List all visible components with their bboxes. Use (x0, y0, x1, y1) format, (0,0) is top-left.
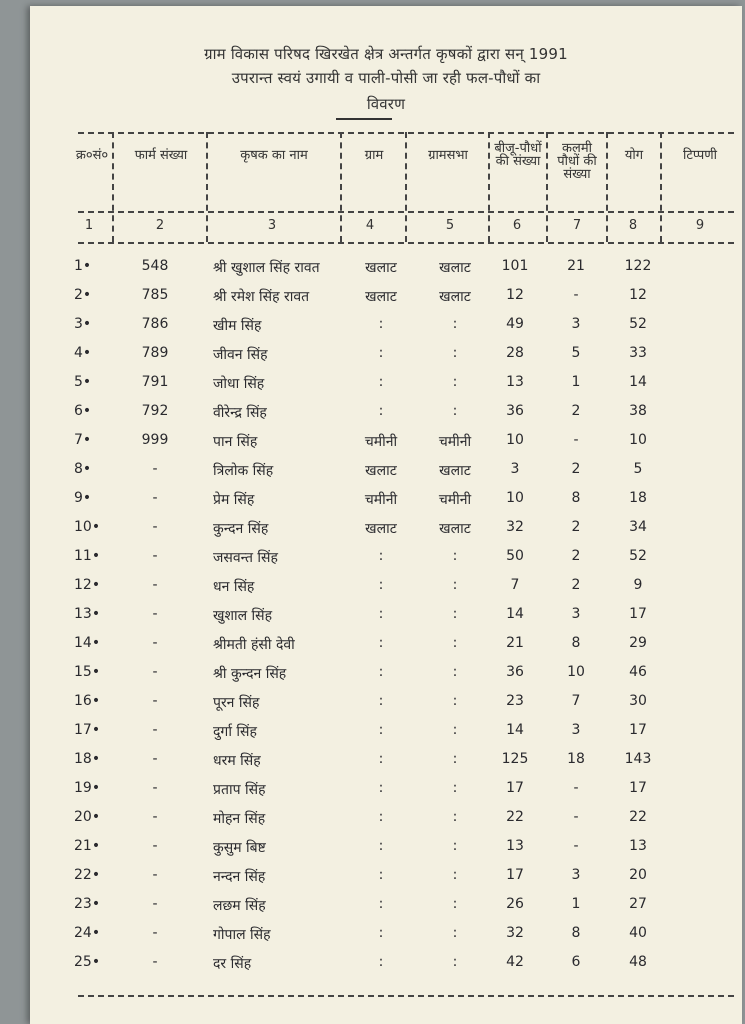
farmer-name-cell: वीरेन्द्र सिंह (213, 405, 267, 421)
header-form-number: फार्म संख्या (134, 148, 188, 163)
farmer-name-cell: गोपाल सिंह (213, 927, 271, 943)
total-cell: 10 (629, 432, 647, 448)
farmer-name-cell: प्रेम सिंह (213, 492, 255, 508)
gram-sabha-cell: : (452, 577, 458, 593)
total-cell: 52 (629, 316, 647, 332)
farmer-name-cell: जीवन सिंह (213, 347, 268, 363)
gram-sabha-cell: खलाट (439, 463, 471, 479)
col-divider (488, 132, 490, 242)
table-row (30, 780, 742, 809)
serial-cell: 11• (74, 548, 101, 564)
form-number-cell: 792 (141, 403, 169, 419)
col-divider (206, 132, 208, 242)
table-row (30, 751, 742, 780)
seedling-count-cell: 36 (506, 664, 524, 680)
farmer-name-cell: धरम सिंह (213, 753, 261, 769)
table-row (30, 287, 742, 316)
total-cell: 9 (633, 577, 643, 593)
serial-cell: 24• (74, 925, 101, 941)
col-number: 2 (155, 218, 165, 233)
table-row (30, 374, 742, 403)
village-cell: : (378, 722, 384, 738)
gram-sabha-cell: : (452, 403, 458, 419)
form-number-cell: - (152, 635, 158, 651)
serial-cell: 15• (74, 664, 101, 680)
grafted-count-cell: - (573, 432, 579, 448)
farmer-name-cell: खीम सिंह (213, 318, 262, 334)
farmer-name-cell: प्रताप सिंह (213, 782, 266, 798)
header-gram-sabha: ग्रामसभा (428, 148, 468, 163)
table-row (30, 316, 742, 345)
table-row (30, 432, 742, 461)
serial-cell: 16• (74, 693, 101, 709)
form-number-cell: 548 (141, 258, 169, 274)
seedling-count-cell: 10 (506, 490, 524, 506)
village-cell: खलाट (365, 463, 397, 479)
col-number: 8 (628, 218, 638, 233)
serial-cell: 7• (74, 432, 92, 448)
serial-cell: 21• (74, 838, 101, 854)
table-row (30, 722, 742, 751)
table-row (30, 345, 742, 374)
form-number-cell: - (152, 751, 158, 767)
seedling-count-cell: 14 (506, 722, 524, 738)
header-serial: क्र०सं० (75, 148, 109, 163)
seedling-count-cell: 17 (506, 780, 524, 796)
gram-sabha-cell: : (452, 722, 458, 738)
farmer-name-cell: श्रीमती हंसी देवी (213, 637, 295, 653)
gram-sabha-cell: : (452, 374, 458, 390)
gram-sabha-cell: : (452, 635, 458, 651)
gram-sabha-cell: : (452, 925, 458, 941)
form-number-cell: - (152, 722, 158, 738)
grafted-count-cell: 2 (571, 548, 581, 564)
total-cell: 34 (629, 519, 647, 535)
village-cell: : (378, 635, 384, 651)
form-number-cell: - (152, 925, 158, 941)
farmer-name-cell: श्री कुन्दन सिंह (213, 666, 287, 682)
seedling-count-cell: 50 (506, 548, 524, 564)
farmer-name-cell: कुसुम बिष्ट (213, 840, 266, 856)
serial-cell: 10• (74, 519, 101, 535)
gram-sabha-cell: चमीनी (438, 434, 472, 450)
table-row (30, 577, 742, 606)
farmer-name-cell: धन सिंह (213, 579, 255, 595)
seedling-count-cell: 14 (506, 606, 524, 622)
seedling-count-cell: 7 (510, 577, 520, 593)
gram-sabha-cell: : (452, 780, 458, 796)
village-cell: खलाट (365, 521, 397, 537)
village-cell: : (378, 867, 384, 883)
farmer-name-cell: कुन्दन सिंह (213, 521, 269, 537)
title-line-2: उपरान्त स्वयं उगायी व पाली-पोसी जा रही फल-पौधों का (231, 69, 541, 87)
grafted-count-cell: 7 (571, 693, 581, 709)
form-number-cell: - (152, 490, 158, 506)
table-end-rule (78, 995, 734, 997)
col-number: 9 (695, 218, 705, 233)
grafted-count-cell: 2 (571, 519, 581, 535)
table-row (30, 664, 742, 693)
header-remarks: टिप्पणी (682, 148, 718, 163)
form-number-cell: - (152, 780, 158, 796)
table-row (30, 838, 742, 867)
serial-cell: 5• (74, 374, 92, 390)
form-number-cell: - (152, 838, 158, 854)
serial-cell: 3• (74, 316, 92, 332)
serial-cell: 13• (74, 606, 101, 622)
gram-sabha-cell: : (452, 809, 458, 825)
table-row (30, 519, 742, 548)
form-number-cell: 791 (141, 374, 169, 390)
village-cell: : (378, 954, 384, 970)
total-cell: 48 (629, 954, 647, 970)
form-number-cell: - (152, 809, 158, 825)
village-cell: : (378, 548, 384, 564)
seedling-count-cell: 101 (501, 258, 529, 274)
village-cell: : (378, 780, 384, 796)
village-cell: : (378, 316, 384, 332)
farmer-name-cell: खुशाल सिंह (213, 608, 273, 624)
village-cell: : (378, 345, 384, 361)
form-number-cell: - (152, 867, 158, 883)
seedling-count-cell: 42 (506, 954, 524, 970)
seedling-count-cell: 125 (501, 751, 529, 767)
grafted-count-cell: 5 (571, 345, 581, 361)
gram-sabha-cell: : (452, 548, 458, 564)
farmer-name-cell: दर सिंह (213, 956, 252, 972)
village-cell: : (378, 374, 384, 390)
serial-cell: 23• (74, 896, 101, 912)
gram-sabha-cell: खलाट (439, 289, 471, 305)
grafted-count-cell: - (573, 809, 579, 825)
village-cell: : (378, 693, 384, 709)
grafted-count-cell: 2 (571, 461, 581, 477)
table-row (30, 606, 742, 635)
header-village: ग्राम (364, 148, 384, 163)
table-row (30, 867, 742, 896)
form-number-cell: 999 (141, 432, 169, 448)
serial-cell: 6• (74, 403, 92, 419)
table-row (30, 896, 742, 925)
form-number-cell: - (152, 461, 158, 477)
header-seedling-count: बीजू-पौधों की संख्या (494, 141, 542, 169)
grafted-count-cell: 3 (571, 722, 581, 738)
serial-cell: 18• (74, 751, 101, 767)
col-divider (340, 132, 342, 242)
serial-cell: 9• (74, 490, 92, 506)
total-cell: 38 (629, 403, 647, 419)
gram-sabha-cell: : (452, 838, 458, 854)
total-cell: 17 (629, 780, 647, 796)
col-number: 3 (267, 218, 277, 233)
gram-sabha-cell: : (452, 606, 458, 622)
title-line-3: विवरण (366, 95, 406, 113)
grafted-count-cell: 6 (571, 954, 581, 970)
farmer-name-cell: जसवन्त सिंह (213, 550, 278, 566)
village-cell: चमीनी (364, 434, 398, 450)
seedling-count-cell: 3 (510, 461, 520, 477)
form-number-cell: 789 (141, 345, 169, 361)
form-number-cell: 786 (141, 316, 169, 332)
seedling-count-cell: 10 (506, 432, 524, 448)
farmer-name-cell: जोधा सिंह (213, 376, 265, 392)
grafted-count-cell: 2 (571, 403, 581, 419)
grafted-count-cell: 3 (571, 316, 581, 332)
gram-sabha-cell: : (452, 664, 458, 680)
table-row (30, 925, 742, 954)
grafted-count-cell: 18 (567, 751, 585, 767)
seedling-count-cell: 26 (506, 896, 524, 912)
document-page (30, 6, 742, 1024)
total-cell: 46 (629, 664, 647, 680)
village-cell: खलाट (365, 289, 397, 305)
col-divider (405, 132, 407, 242)
grafted-count-cell: 8 (571, 925, 581, 941)
gram-sabha-cell: : (452, 345, 458, 361)
seedling-count-cell: 13 (506, 838, 524, 854)
gram-sabha-cell: खलाट (439, 260, 471, 276)
gram-sabha-cell: खलाट (439, 521, 471, 537)
grafted-count-cell: 2 (571, 577, 581, 593)
farmer-name-cell: त्रिलोक सिंह (213, 463, 274, 479)
form-number-cell: - (152, 693, 158, 709)
village-cell: : (378, 896, 384, 912)
total-cell: 18 (629, 490, 647, 506)
village-cell: : (378, 577, 384, 593)
farmer-name-cell: श्री खुशाल सिंह रावत (213, 260, 320, 276)
form-number-cell: - (152, 664, 158, 680)
header-farmer-name: कृषक का नाम (240, 148, 308, 163)
col-number: 6 (512, 218, 522, 233)
total-cell: 13 (629, 838, 647, 854)
grafted-count-cell: 8 (571, 490, 581, 506)
total-cell: 52 (629, 548, 647, 564)
total-cell: 29 (629, 635, 647, 651)
village-cell: : (378, 751, 384, 767)
form-number-cell: - (152, 896, 158, 912)
table-row (30, 461, 742, 490)
village-cell: : (378, 925, 384, 941)
col-divider (660, 132, 662, 242)
col-divider (606, 132, 608, 242)
form-number-cell: - (152, 548, 158, 564)
form-number-cell: - (152, 954, 158, 970)
village-cell: : (378, 809, 384, 825)
col-number: 4 (365, 218, 375, 233)
serial-cell: 4• (74, 345, 92, 361)
total-cell: 12 (629, 287, 647, 303)
village-cell: : (378, 403, 384, 419)
serial-cell: 8• (74, 461, 92, 477)
village-cell: : (378, 606, 384, 622)
total-cell: 22 (629, 809, 647, 825)
seedling-count-cell: 28 (506, 345, 524, 361)
seedling-count-cell: 32 (506, 519, 524, 535)
grafted-count-cell: 21 (567, 258, 585, 274)
seedling-count-cell: 17 (506, 867, 524, 883)
gram-sabha-cell: : (452, 751, 458, 767)
grafted-count-cell: - (573, 780, 579, 796)
form-number-cell: - (152, 519, 158, 535)
serial-cell: 1• (74, 258, 92, 274)
seedling-count-cell: 23 (506, 693, 524, 709)
seedling-count-cell: 21 (506, 635, 524, 651)
title-line-1: ग्राम विकास परिषद खिरखेत क्षेत्र अन्तर्गत कृषकों द्वारा सन् 1991 (204, 45, 568, 63)
serial-cell: 12• (74, 577, 101, 593)
serial-cell: 19• (74, 780, 101, 796)
farmer-name-cell: श्री रमेश सिंह रावत (213, 289, 310, 305)
total-cell: 14 (629, 374, 647, 390)
grafted-count-cell: 10 (567, 664, 585, 680)
col-number: 5 (445, 218, 455, 233)
serial-cell: 2• (74, 287, 92, 303)
table-row (30, 809, 742, 838)
grafted-count-cell: 8 (571, 635, 581, 651)
table-row (30, 403, 742, 432)
table-row (30, 693, 742, 722)
serial-cell: 17• (74, 722, 101, 738)
table-row (30, 490, 742, 519)
col-number: 7 (572, 218, 582, 233)
grafted-count-cell: 1 (571, 374, 581, 390)
village-cell: चमीनी (364, 492, 398, 508)
village-cell: : (378, 664, 384, 680)
header-bottom-rule (78, 242, 734, 244)
seedling-count-cell: 36 (506, 403, 524, 419)
farmer-name-cell: दुर्गा सिंह (213, 724, 257, 740)
seedling-count-cell: 13 (506, 374, 524, 390)
total-cell: 5 (633, 461, 643, 477)
serial-cell: 14• (74, 635, 101, 651)
col-number: 1 (84, 218, 94, 233)
seedling-count-cell: 49 (506, 316, 524, 332)
grafted-count-cell: - (573, 838, 579, 854)
form-number-cell: 785 (141, 287, 169, 303)
total-cell: 27 (629, 896, 647, 912)
header-grafted-count: कलमी पौधों की संख्या (557, 141, 597, 182)
grafted-count-cell: 1 (571, 896, 581, 912)
total-cell: 17 (629, 722, 647, 738)
table-row (30, 258, 742, 287)
gram-sabha-cell: : (452, 693, 458, 709)
seedling-count-cell: 22 (506, 809, 524, 825)
form-number-cell: - (152, 606, 158, 622)
total-cell: 40 (629, 925, 647, 941)
total-cell: 17 (629, 606, 647, 622)
village-cell: : (378, 838, 384, 854)
grafted-count-cell: - (573, 287, 579, 303)
seedling-count-cell: 32 (506, 925, 524, 941)
gram-sabha-cell: : (452, 896, 458, 912)
header-total: योग (624, 148, 644, 163)
serial-cell: 20• (74, 809, 101, 825)
col-divider (546, 132, 548, 242)
total-cell: 143 (624, 751, 652, 767)
gram-sabha-cell: : (452, 316, 458, 332)
farmer-name-cell: पूरन सिंह (213, 695, 260, 711)
farmer-name-cell: लछम सिंह (213, 898, 266, 914)
total-cell: 122 (624, 258, 652, 274)
total-cell: 20 (629, 867, 647, 883)
serial-cell: 22• (74, 867, 101, 883)
grafted-count-cell: 3 (571, 606, 581, 622)
gram-sabha-cell: : (452, 867, 458, 883)
title-underline (336, 118, 392, 120)
gram-sabha-cell: : (452, 954, 458, 970)
farmer-name-cell: नन्दन सिंह (213, 869, 266, 885)
total-cell: 30 (629, 693, 647, 709)
total-cell: 33 (629, 345, 647, 361)
farmer-name-cell: मोहन सिंह (213, 811, 266, 827)
table-row (30, 548, 742, 577)
grafted-count-cell: 3 (571, 867, 581, 883)
seedling-count-cell: 12 (506, 287, 524, 303)
table-row (30, 954, 742, 983)
table-row (30, 635, 742, 664)
serial-cell: 25• (74, 954, 101, 970)
form-number-cell: - (152, 577, 158, 593)
farmer-name-cell: पान सिंह (213, 434, 258, 450)
gram-sabha-cell: चमीनी (438, 492, 472, 508)
village-cell: खलाट (365, 260, 397, 276)
